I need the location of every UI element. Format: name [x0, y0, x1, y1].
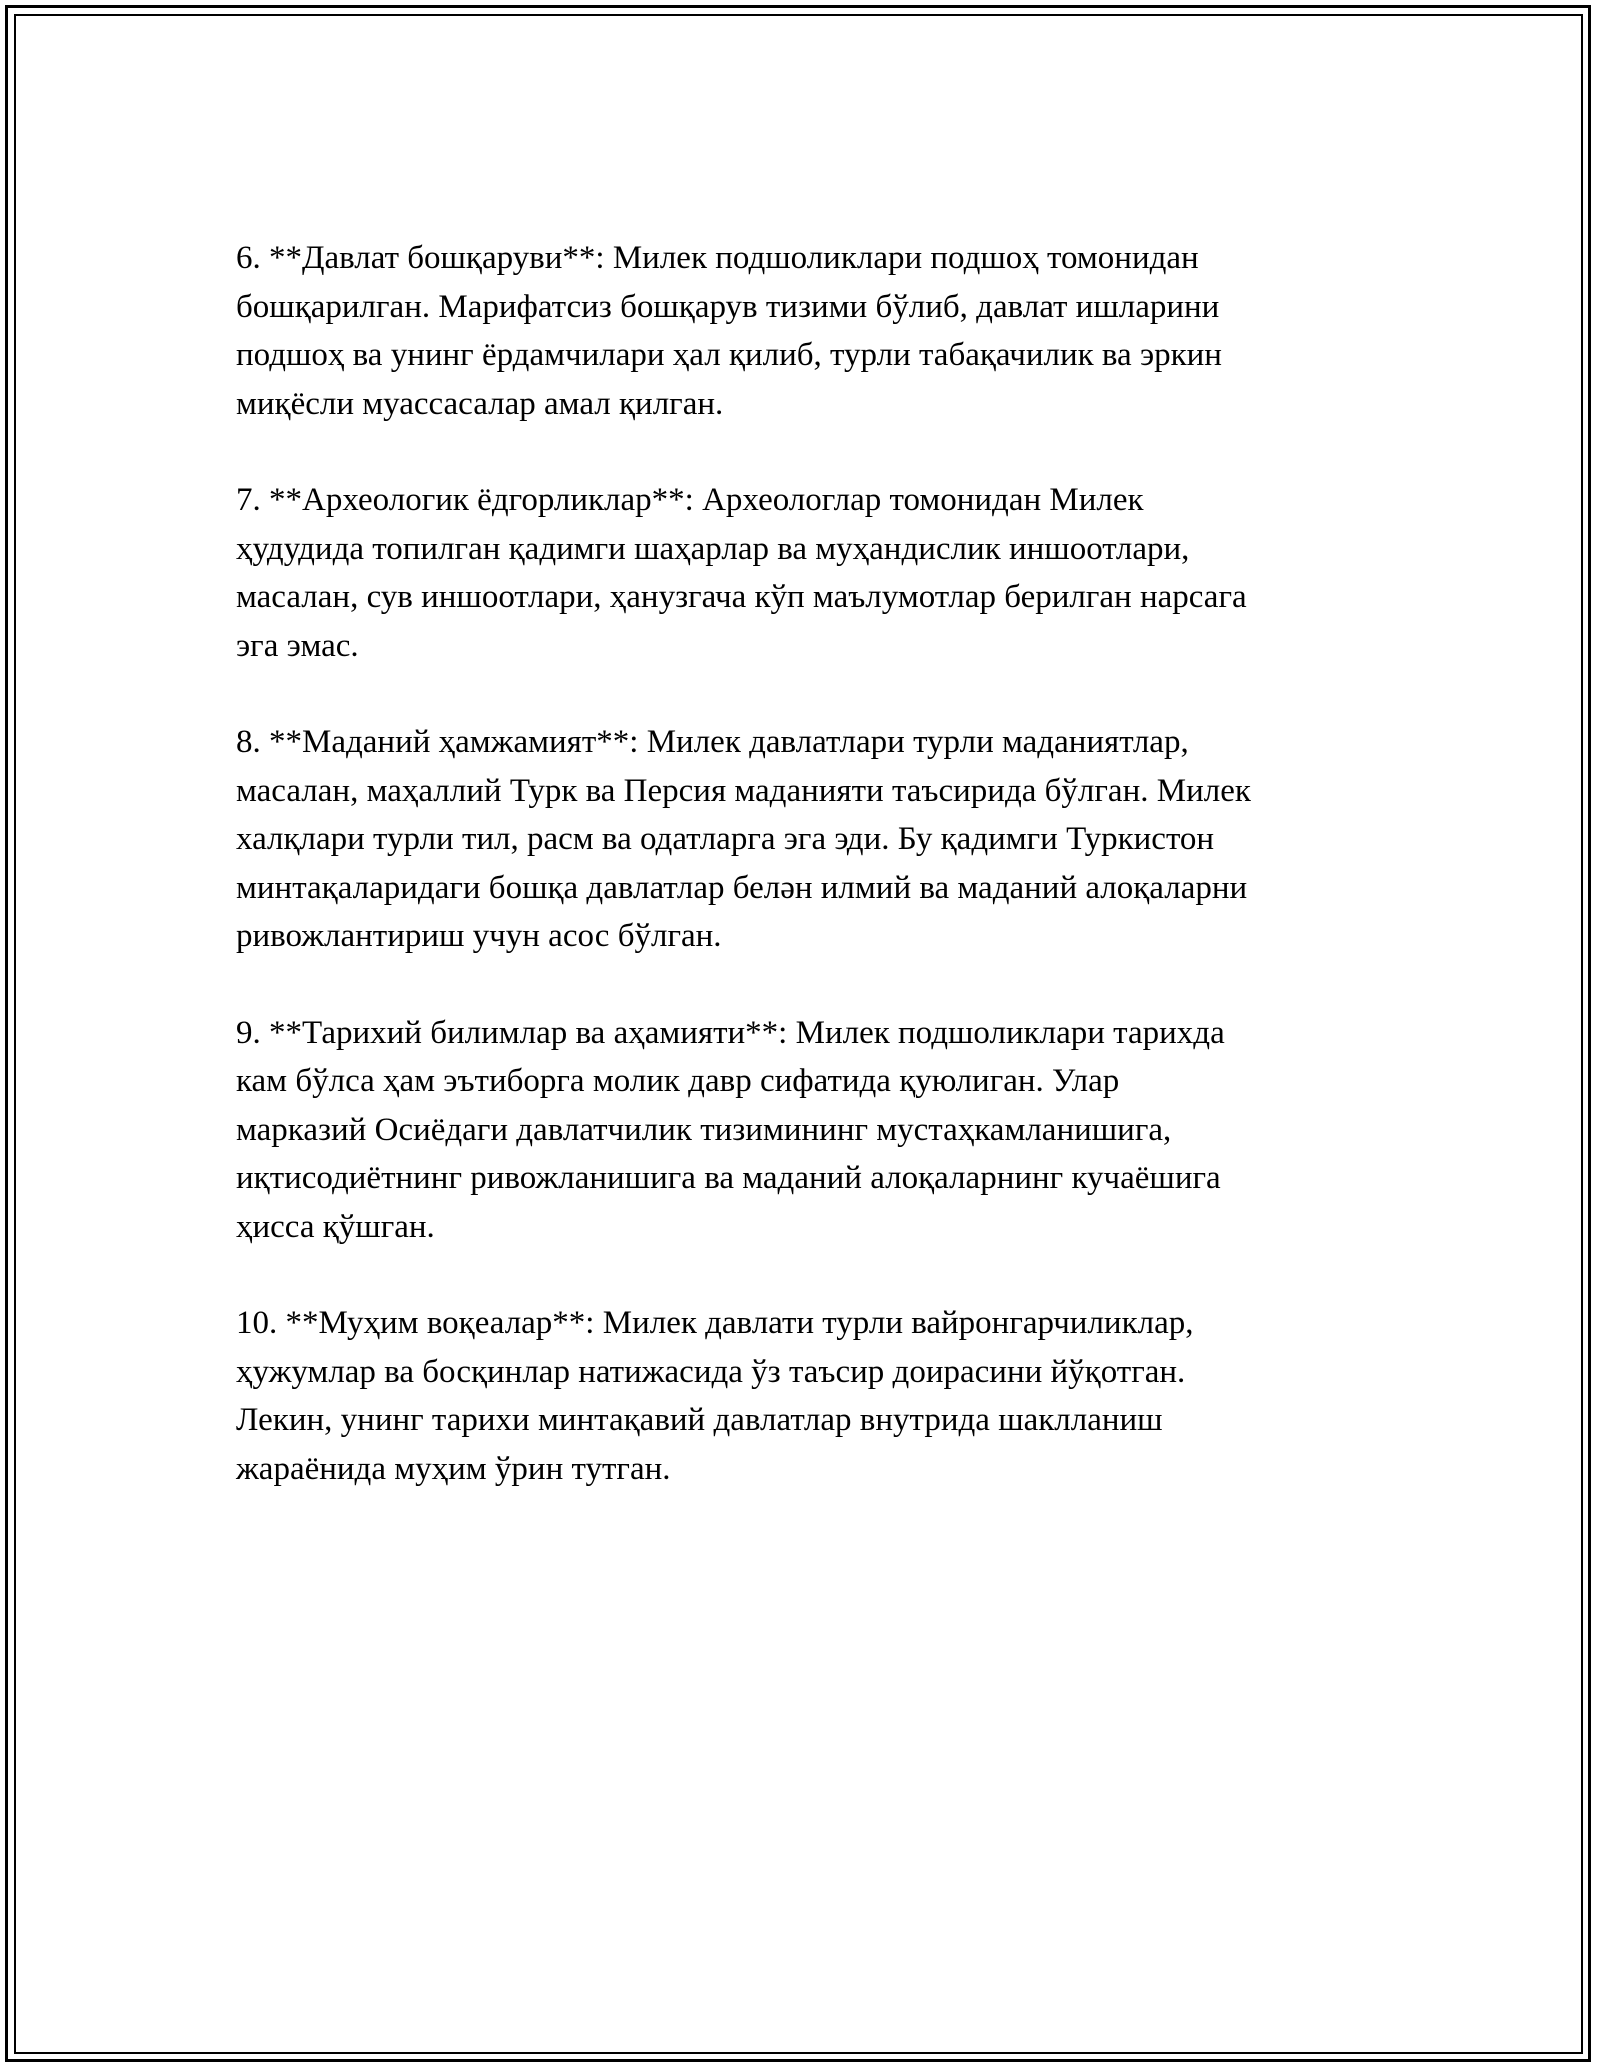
text-line: масалан, маҳаллий Турк ва Персия маданияти таъсирида бўлган. Милек	[236, 772, 1251, 809]
text-line: бошқарилган. Марифатсиз бошқарув тизими бўлиб, давлат ишларини	[236, 288, 1220, 325]
paragraph-6-state-governance	[236, 234, 1376, 428]
text-line: масалан, сув иншоотлари, ҳанузгача кўп маълумотлар берилган нарсага	[236, 579, 1247, 615]
text-line: ривожлантириш учун асос бўлган.	[236, 918, 722, 954]
text-line: марказий Осиёдаги давлатчилик тизимининг мустаҳкамланишига,	[236, 1111, 1172, 1148]
text-line: жараёнида муҳим ўрин тутган.	[236, 1450, 671, 1487]
text-line: Лекин, унинг тарихи минтақавий давлатлар внутрида шаклланиш	[236, 1402, 1163, 1438]
text-line: подшоҳ ва унинг ёрдамчилари ҳал қилиб, турли табақачилик ва эркин	[236, 337, 1222, 373]
text-line: халқлари турли тил, расм ва одатларга эга эди. Бу қадимги Туркистон	[236, 821, 1215, 857]
text-line: 9. **Тарихий билимлар ва аҳамияти**: Милек подшоликлари тарихда	[236, 1014, 1225, 1051]
text-line: ҳужумлар ва босқинлар натижасида ўз таъсир доирасини йўқотган.	[236, 1353, 1186, 1390]
text-line: 10. **Муҳим воқеалар**: Милек давлати турли вайронгарчиликлар,	[236, 1305, 1194, 1341]
paragraph-8-cultural-community	[236, 718, 1376, 961]
text-line: иқтисодиётнинг ривожланишига ва маданий алоқаларнинг кучаёшига	[236, 1160, 1221, 1196]
paragraph-9-historical-knowledge	[236, 1009, 1376, 1252]
document-body	[236, 234, 1376, 1541]
text-line: кам бўлса ҳам эътиборга молик давр сифатида қуюлиган. Улар	[236, 1063, 1120, 1099]
text-line: 8. **Маданий ҳамжамият**: Милек давлатлари турли маданиятлар,	[236, 724, 1189, 760]
text-line: ҳисса қўшган.	[236, 1208, 435, 1245]
text-line: эга эмас.	[236, 627, 359, 664]
text-line: миқёсли муассасалар амал қилган.	[236, 385, 724, 422]
paragraph-10-important-events	[236, 1299, 1376, 1493]
text-line: ҳудудида топилган қадимги шаҳарлар ва муҳандислик иншоотлари,	[236, 530, 1190, 567]
text-line: 6. **Давлат бошқаруви**: Милек подшоликлари подшоҳ томонидан	[236, 240, 1199, 276]
text-line: 7. **Археологик ёдгорликлар**: Археологлар томонидан Милек	[236, 482, 1144, 518]
paragraph-7-archaeological-monuments	[236, 476, 1376, 670]
text-line: минтақаларидаги бошқа давлатлар белән илмий ва маданий алоқаларни	[236, 869, 1248, 906]
